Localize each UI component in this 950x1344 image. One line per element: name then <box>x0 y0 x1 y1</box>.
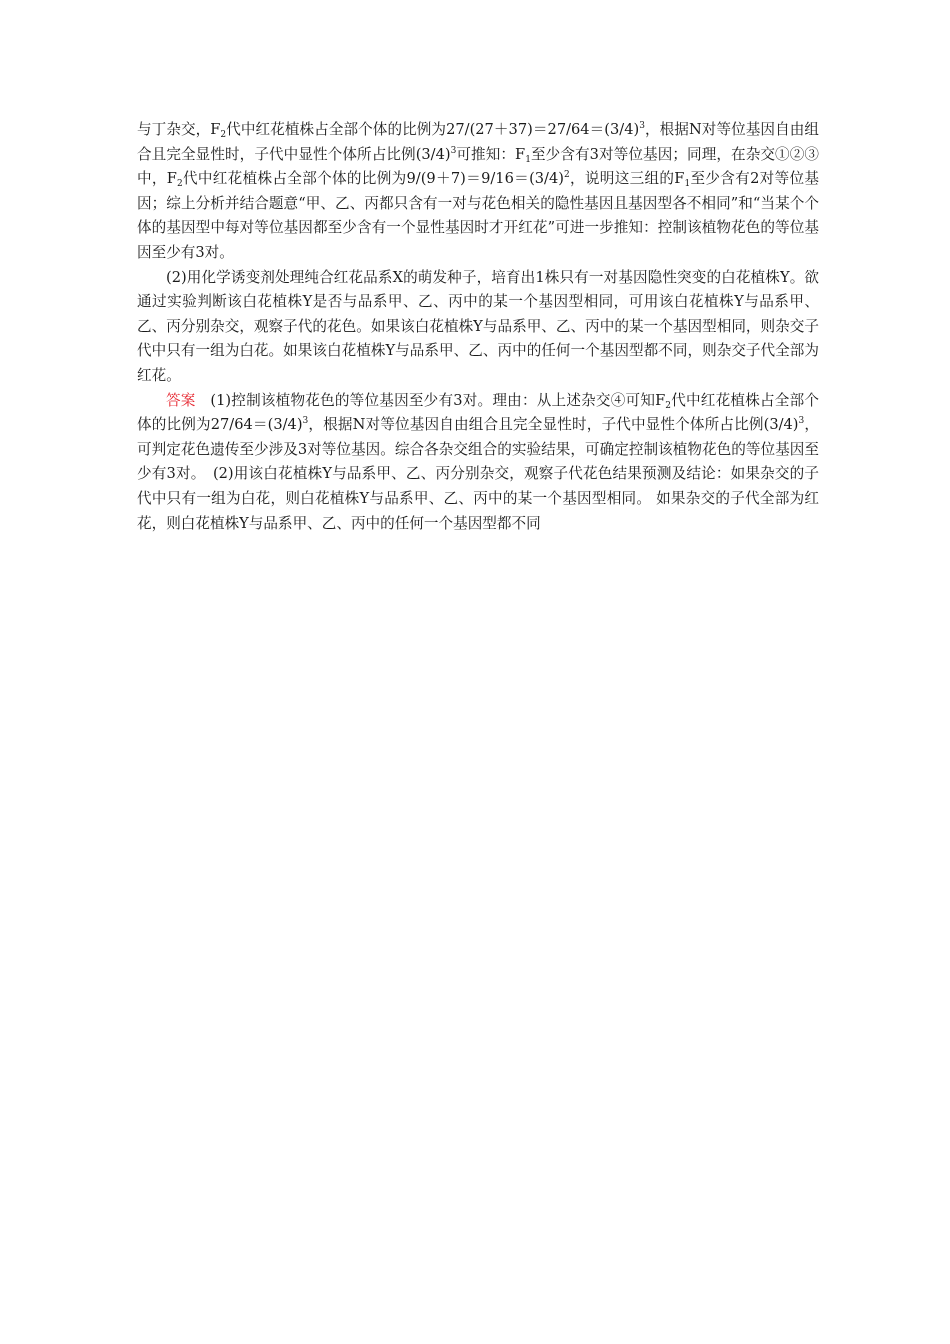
text-run: 可推知：F <box>456 145 526 163</box>
document-page <box>137 118 819 536</box>
answer-label: 答案 <box>166 391 196 409</box>
text-run: 代中红花植株占全部个体的比例为27/(27＋37)＝27/64＝(3/4) <box>226 121 640 138</box>
analysis-paragraph-1 <box>137 118 819 266</box>
superscript: 2 <box>563 170 570 181</box>
text-run: (1)控制该植物花色的等位基因至少有3对。理由：从上述杂交④可知F <box>195 391 666 409</box>
text-run: 与丁杂交，F <box>137 121 221 138</box>
superscript: 3 <box>798 416 805 427</box>
text-run: ，说明这三组的F <box>569 170 685 188</box>
superscript: 3 <box>450 145 457 156</box>
text-run: 代中红花植株占全部个体的比例为9/(9＋7)＝9/16＝(3/4) <box>182 170 564 188</box>
subscript: 1 <box>525 154 531 165</box>
text-run: 至少含有2对等位基因；综上分析并结合题意“甲、乙、丙都只含有一对与花色相关的隐性基因且基因型各不相同”和“当某个个体的基因型中每对等位基因都至少含有一个显性基因时才开红花”可进一步推知：控制该植物花色的等位基因至少有3对。 <box>137 170 819 261</box>
text-run: ，可判定花色遗传至少涉及3对等位基因。综合各杂交组合的实验结果，可确定控制该植物花色的等位基因至少有3对。 (2)用该白花植株Y与品系甲、乙、丙分别杂交，观察子代花色结果预测及结论：如果杂交的子代中只有一组为白花，则白花植株Y与品系甲、乙、丙中的某一个基因型相同。 如果杂交的子代全部为红花，则白花植株Y与品系甲、乙、丙中的任何一个基因型都不同 <box>137 416 819 532</box>
subscript: 2 <box>665 400 671 411</box>
subscript: 2 <box>176 179 183 190</box>
answer-paragraph <box>137 389 819 537</box>
superscript: 3 <box>639 121 645 131</box>
text-run: ，根据N对等位基因自由组合且完全显性时，子代中显性个体所占比例(3/4) <box>137 121 819 163</box>
text-run: 代中红花植株占全部个体的比例为27/64＝(3/4) <box>137 391 819 434</box>
analysis-paragraph-2: (2)用化学诱变剂处理纯合红花品系X的萌发种子，培育出1株只有一对基因隐性突变的白花植株Y。欲通过实验判断该白花植株Y是否与品系甲、乙、丙中的某一个基因型相同，可用该白花植株Y与品系甲、乙、丙分别杂交，观察子代的花色。如果该白花植株Y与品系甲、乙、丙中的某一个基因型相同，则杂交子代中只有一组为白花。如果该白花植株Y与品系甲、乙、丙中的任何一个基因型都不同，则杂交子代全部为红花。 <box>137 268 819 384</box>
subscript: 2 <box>220 130 227 140</box>
subscript: 1 <box>684 179 691 190</box>
text-run: 至少含有3对等位基因；同理，在杂交①②③中，F <box>137 145 819 188</box>
text-run: ，根据N对等位基因自由组合且完全显性时，子代中显性个体所占比例(3/4) <box>308 416 799 434</box>
superscript: 3 <box>302 416 309 427</box>
